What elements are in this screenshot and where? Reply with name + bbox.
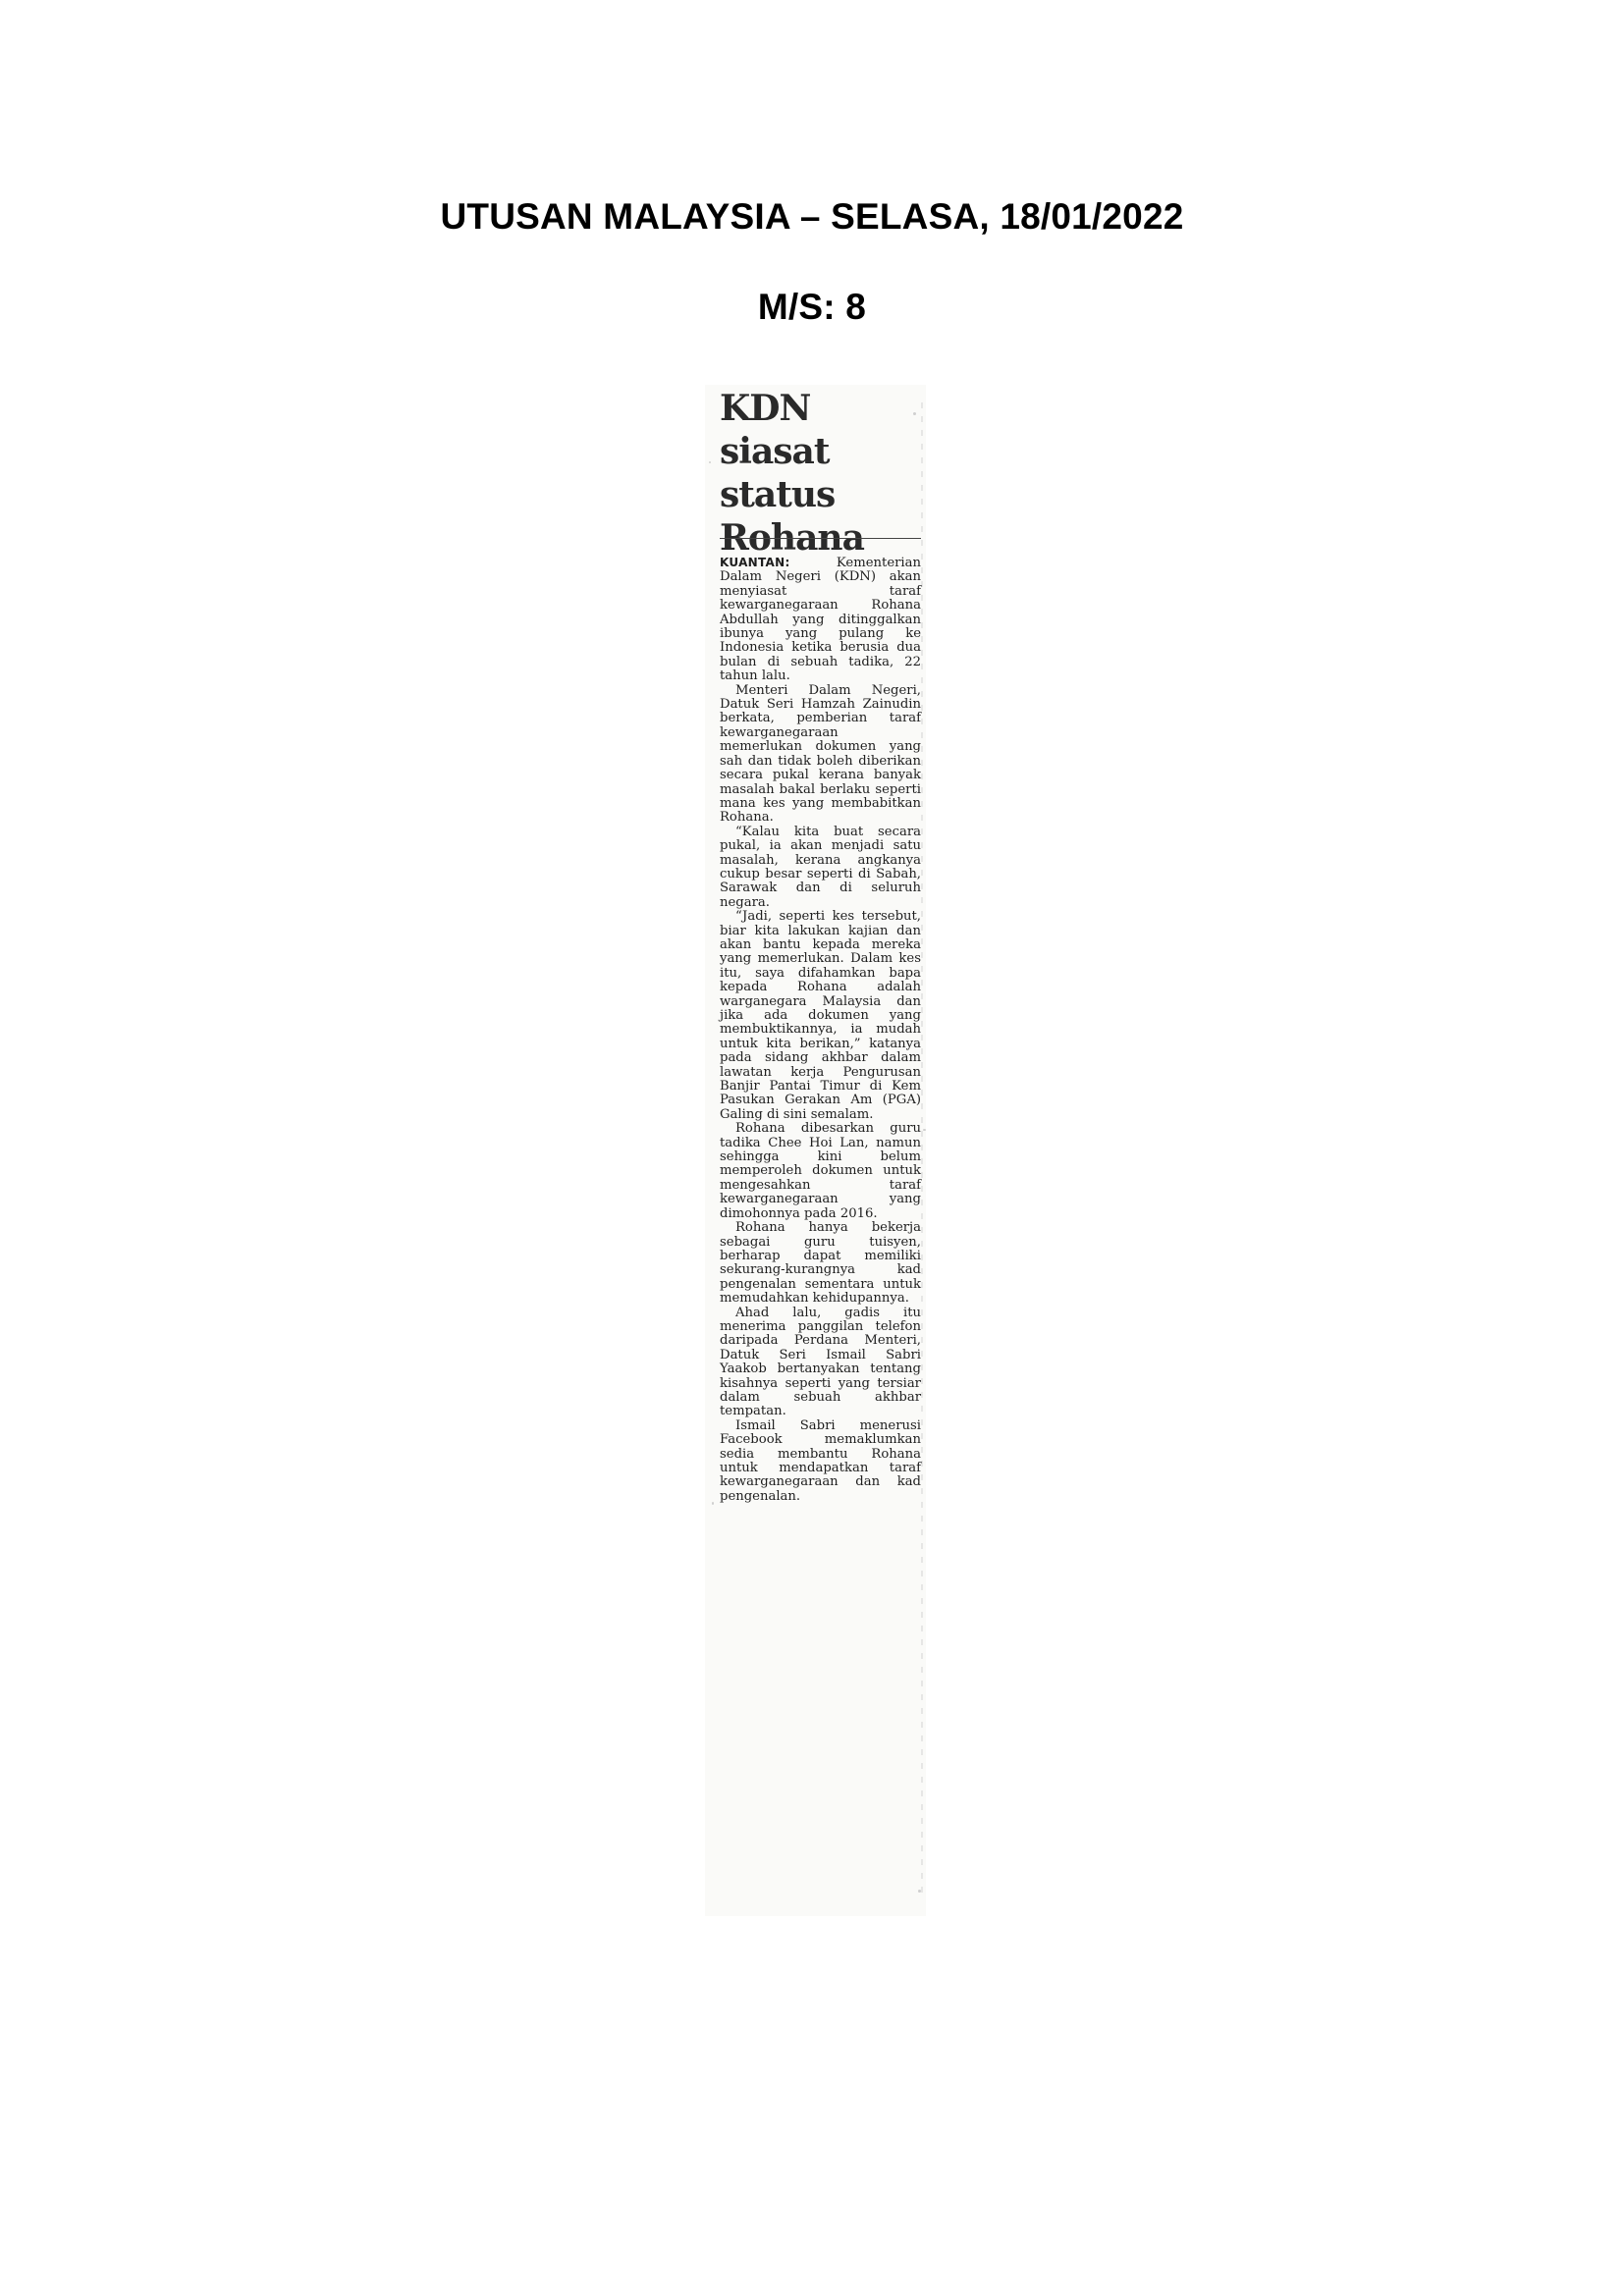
headline-line-1: KDN siasat (720, 388, 830, 472)
article-paragraph: Ahad lalu, gadis itu menerima panggilan telefon daripada Perdana Menteri, Datuk Seri Ismail Sabri Yaakob bertanyakan tentang kisahnya seperti yang tersiar dalam sebuah akhbar tempatan. (720, 1305, 921, 1419)
article-paragraph: “Jadi, seperti kes tersebut, biar kita lakukan kajian dan akan bantu kepada mereka yang memerlukan. Dalam kes itu, saya difahamkan bapa kepada Rohana adalah warganegara Malaysia dan jika ada dokumen yang membuktikannya, ia mudah untuk kita berikan,” katanya pada sidang akhbar dalam lawatan kerja Pengurusan Banjir Pantai Timur di Kem Pasukan Gerakan Am (PGA) Galing di sini semalam. (720, 909, 921, 1122)
document-header-page-number: M/S: 8 (757, 287, 867, 327)
article-paragraph: Rohana dibesarkan guru tadika Chee Hoi Lan, namun sehingga kini belum memperoleh dokumen untuk mengesahkan taraf kewarganegaraan yang dimohonnya pada 2016. (720, 1121, 921, 1221)
article-paragraph: Rohana hanya bekerja sebagai guru tuisyen, berharap dapat memiliki sekurang-kurangnya kad pengenalan sementara untuk memudahkan kehidupannya. (720, 1220, 921, 1307)
scan-speck (918, 1890, 921, 1893)
scan-speck (709, 461, 711, 463)
article-dateline: KUANTAN: (720, 556, 790, 569)
article-body (720, 556, 921, 1504)
article-paragraph: “Kalau kita buat secara pukal, ia akan menjadi satu masalah, kerana angkanya cukup besar seperti di Sabah, Sarawak dan di seluruh negara. (720, 824, 921, 910)
clipping-edge (921, 402, 923, 1895)
scan-speck (913, 412, 916, 415)
headline-divider (720, 538, 921, 539)
article-lead-text: Kementerian Dalam Negeri (KDN) akan menyiasat taraf kewarganegaraan Rohana Abdullah yang ditinggalkan ibunya yang pulang ke Indonesia ketika berusia dua bulan di sebuah tadika, 22 tahun lalu. (720, 556, 921, 684)
article-paragraph: Menteri Dalam Negeri, Datuk Seri Hamzah Zainudin berkata, pemberian taraf kewarganegaraan memerlukan dokumen yang sah dan tidak boleh diberikan secara pukal kerana banyak masalah bakal berlaku seperti mana kes yang membabitkan Rohana. (720, 682, 921, 826)
scan-speck (712, 1502, 714, 1505)
article-paragraph: Ismail Sabri menerusi Facebook memaklumkan sedia membantu Rohana untuk mendapatkan taraf kewarganegaraan dan kad pengenalan. (720, 1417, 921, 1504)
headline-line-2: status (720, 474, 836, 515)
document-header-title: UTUSAN MALAYSIA – SELASA, 18/01/2022 (440, 196, 1184, 237)
article-paragraph-lead (720, 556, 921, 684)
scan-speck (923, 1129, 926, 1131)
headline-line-3: Rohana (720, 517, 864, 559)
article-headline (720, 387, 926, 560)
